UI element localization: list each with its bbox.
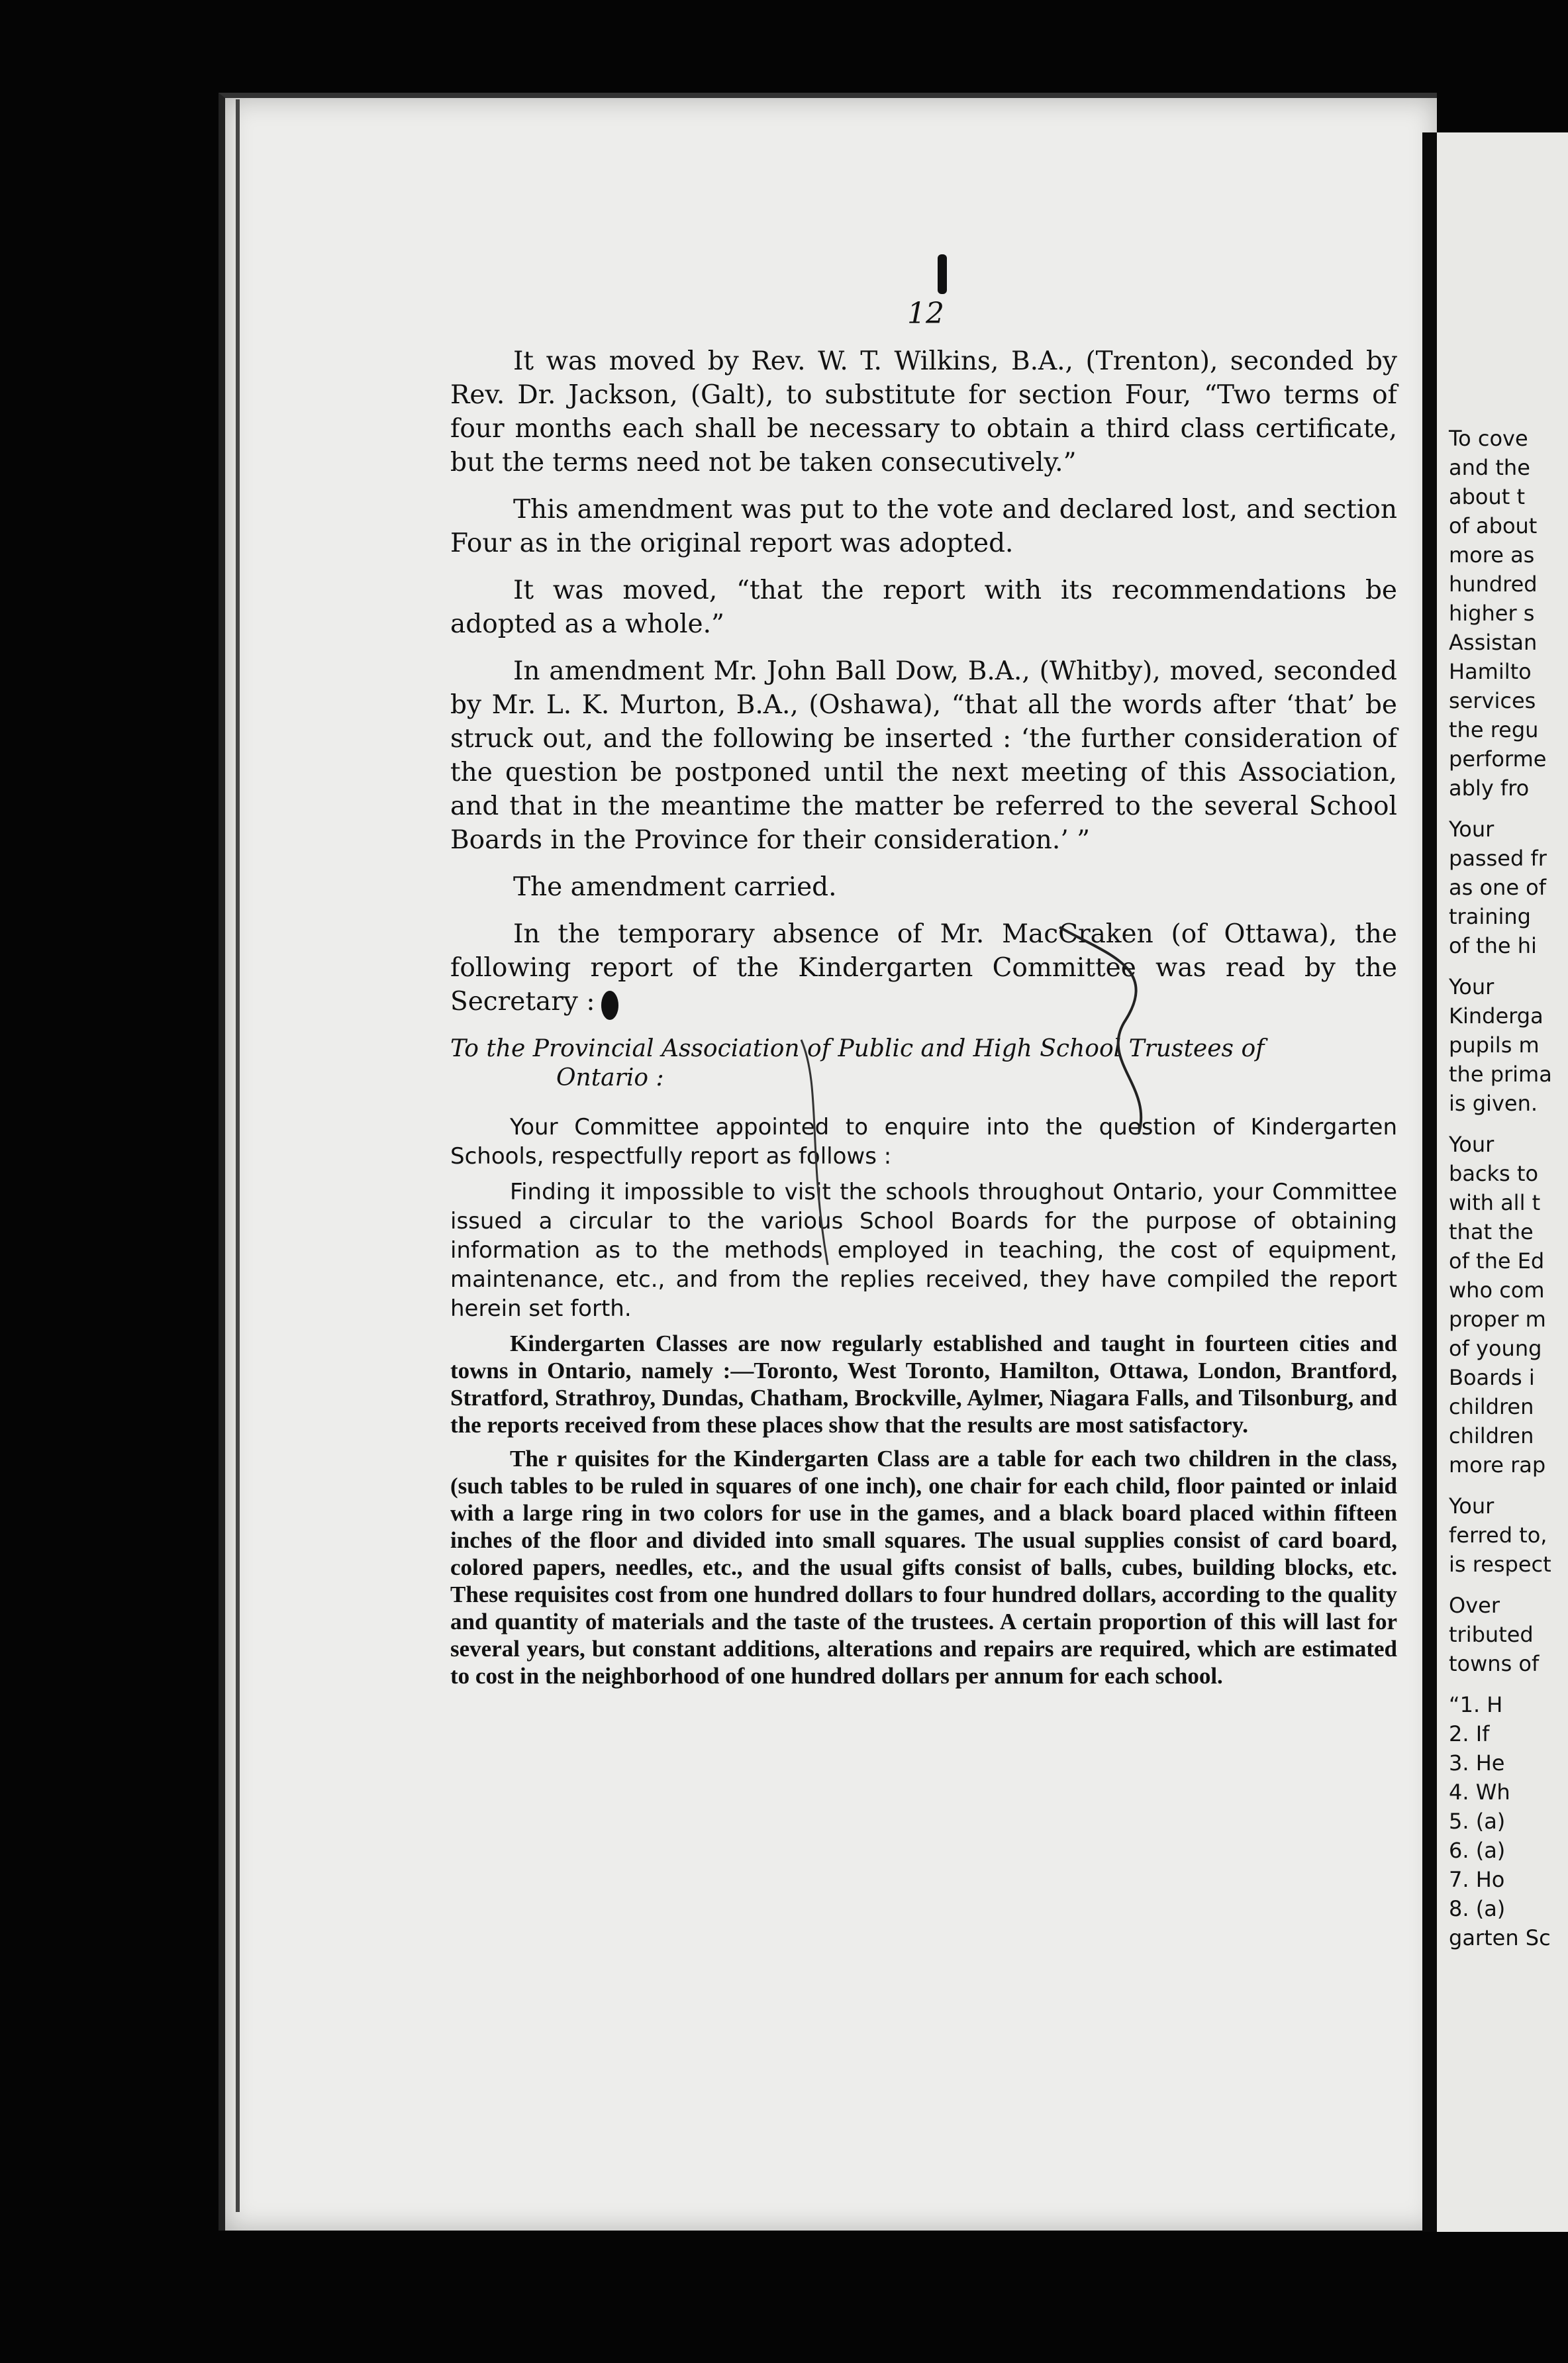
- right-column-line: with all t: [1449, 1190, 1541, 1215]
- paragraph-amendment-lost: This amendment was put to the vote and declared lost, and section Four as in the original report was adopted.: [450, 495, 1397, 558]
- right-column-line: training: [1449, 904, 1531, 929]
- right-column-line: of young: [1449, 1336, 1542, 1361]
- paragraph-moved-whole: It was moved, “that the report with its recommendations be adopted as a whole.”: [450, 576, 1397, 639]
- right-column-line: Over: [1449, 1593, 1500, 1618]
- right-column-line: services: [1449, 688, 1536, 713]
- right-column-line: about t: [1449, 484, 1526, 509]
- right-column-gap: [1449, 1579, 1568, 1591]
- right-column-gap: [1449, 1118, 1568, 1130]
- right-column-line: higher s: [1449, 601, 1535, 626]
- right-column-line: 3. He: [1449, 1750, 1505, 1776]
- right-column-gap: [1449, 960, 1568, 972]
- right-column-line: the prima: [1449, 1062, 1552, 1087]
- ink-mark: [938, 254, 947, 294]
- right-column-line: To cove: [1449, 426, 1528, 451]
- report-heading-line2: Ontario :: [556, 1064, 664, 1091]
- right-column-line: “1. H: [1449, 1692, 1503, 1717]
- right-column-line: performe: [1449, 746, 1547, 772]
- right-column-line: ferred to,: [1449, 1523, 1547, 1548]
- right-column-line: that the: [1449, 1219, 1534, 1244]
- report-heading-line1: To the Provincial Association of Public and High School Trustees of: [450, 1035, 1265, 1062]
- document-body: [450, 344, 1397, 1696]
- right-column-line: Your: [1449, 1493, 1494, 1519]
- right-column-line: more as: [1449, 542, 1535, 568]
- right-column-line: more rap: [1449, 1452, 1546, 1478]
- right-column-line: Your: [1449, 974, 1494, 999]
- paragraph-motion-wilkins: It was moved by Rev. W. T. Wilkins, B.A., (Trenton), seconded by Rev. Dr. Jackson, (Galt), to substitute for section Four, “Two terms of four months each shall be necessary to obtain a third class certificate, but the terms need not be taken consecutively.”: [450, 346, 1397, 478]
- page-number: 12: [907, 297, 944, 330]
- right-column-line: passed fr: [1449, 846, 1547, 871]
- right-column-gap: [1449, 1480, 1568, 1491]
- right-column-line: tributed: [1449, 1622, 1534, 1647]
- right-column-line: of about: [1449, 513, 1538, 538]
- right-column-line: Hamilto: [1449, 659, 1532, 684]
- right-column-line: Your: [1449, 817, 1494, 842]
- right-column-line: 5. (a): [1449, 1809, 1506, 1834]
- report-heading: [450, 1034, 1397, 1093]
- paragraph-dow-amendment: In amendment Mr. John Ball Dow, B.A., (Whitby), moved, seconded by Mr. L. K. Murton, B.A., (Oshawa), “that all the words after ‘that’ be struck out, and the following be inserted : ‘the further consideration of the question be postponed until the next meeting of this Association, and that in the meantime the matter be referred to the several School Boards in the Province for their consideration.’ ”: [450, 656, 1397, 855]
- right-column-line: proper m: [1449, 1307, 1546, 1332]
- right-column-gap: [1449, 1678, 1568, 1690]
- right-column-line: garten Sc: [1449, 1925, 1551, 1950]
- right-column-line: pupils m: [1449, 1032, 1540, 1058]
- pencil-stroke: [795, 1033, 848, 1272]
- right-column-line: 8. (a): [1449, 1896, 1506, 1921]
- right-column-line: and the: [1449, 455, 1530, 480]
- right-column-line: who com: [1449, 1278, 1545, 1303]
- paragraph-requisites: The r quisites for the Kindergarten Class are a table for each two children in the class, (such tables to be ruled in squares of one inch), one chair for each child, floor painted or inlaid with a large ring in two colors for use in the games, and a black board placed within fifteen inches of the floor and divided into small squares. The usual supplies consist of card board, colored papers, needles, etc., and the usual gifts consist of balls, cubes, building blocks, etc. These requisites cost from one hundred dollars to four hundred dollars, according to the quality and quantity of materials and the taste of the trustees. A certain proportion of this will last for several years, but constant additions, alterations and repairs are required, which are estimated to cost in the neighborhood of one hundred dollars per annum for each school.: [450, 1446, 1397, 1689]
- right-column-line: Your: [1449, 1132, 1494, 1157]
- right-column-line: backs to: [1449, 1161, 1539, 1186]
- right-column-line: 7. Ho: [1449, 1867, 1505, 1892]
- right-column-line: towns of: [1449, 1651, 1540, 1676]
- right-column-line: Assistan: [1449, 630, 1538, 655]
- right-column-line: 6. (a): [1449, 1838, 1506, 1863]
- right-column-line: Kinderga: [1449, 1003, 1544, 1029]
- pencil-scribble: [1046, 914, 1165, 1139]
- paragraph-kindergarten-intro: In the temporary absence of Mr. MacCraken (of Ottawa), the following report of the Kindergarten Committee was read by the Secretary :: [450, 919, 1397, 1017]
- ink-blot: [601, 991, 618, 1020]
- paragraph-classes: Kindergarten Classes are now regularly established and taught in fourteen cities and towns in Ontario, namely :—Toronto, West Toronto, Hamilton, Ottawa, London, Brantford, Stratford, Strathroy, Dundas, Chatham, Brockville, Aylmer, Niagara Falls, and Tilsonburg, and the reports received from these places show that the results are most satisfactory.: [450, 1331, 1397, 1438]
- right-column-gap: [1449, 803, 1568, 815]
- right-column-line: of the hi: [1449, 933, 1537, 958]
- right-column-line: of the Ed: [1449, 1248, 1545, 1274]
- right-column-line: Boards i: [1449, 1365, 1535, 1390]
- right-column-line: as one of: [1449, 875, 1547, 900]
- right-column-line: children: [1449, 1394, 1534, 1419]
- right-column-line: 2. If: [1449, 1721, 1490, 1746]
- right-column-line: the regu: [1449, 717, 1539, 742]
- right-column-line: ably fro: [1449, 776, 1530, 801]
- paragraph-committee: Your Committee appointed to enquire into the question of Kindergarten Schools, respectfully report as follows :: [450, 1114, 1397, 1170]
- right-column-text: [1449, 424, 1568, 1952]
- right-column-line: hundred: [1449, 572, 1538, 597]
- right-column-line: is respect: [1449, 1552, 1551, 1577]
- right-column-line: is given.: [1449, 1091, 1538, 1116]
- gutter-divider: [1422, 132, 1437, 2232]
- paragraph-amendment-carried: The amendment carried.: [513, 872, 837, 902]
- page-edge-rule: [236, 99, 240, 2212]
- right-column-line: 4. Wh: [1449, 1780, 1510, 1805]
- paragraph-finding: Finding it impossible to visit the schools throughout Ontario, your Committee issued a circular to the various School Boards for the purpose of obtaining information as to the methods employed in teaching, the cost of equipment, maintenance, etc., and from the replies received, they have compiled the report herein set forth.: [450, 1179, 1397, 1322]
- right-column-line: children: [1449, 1423, 1534, 1448]
